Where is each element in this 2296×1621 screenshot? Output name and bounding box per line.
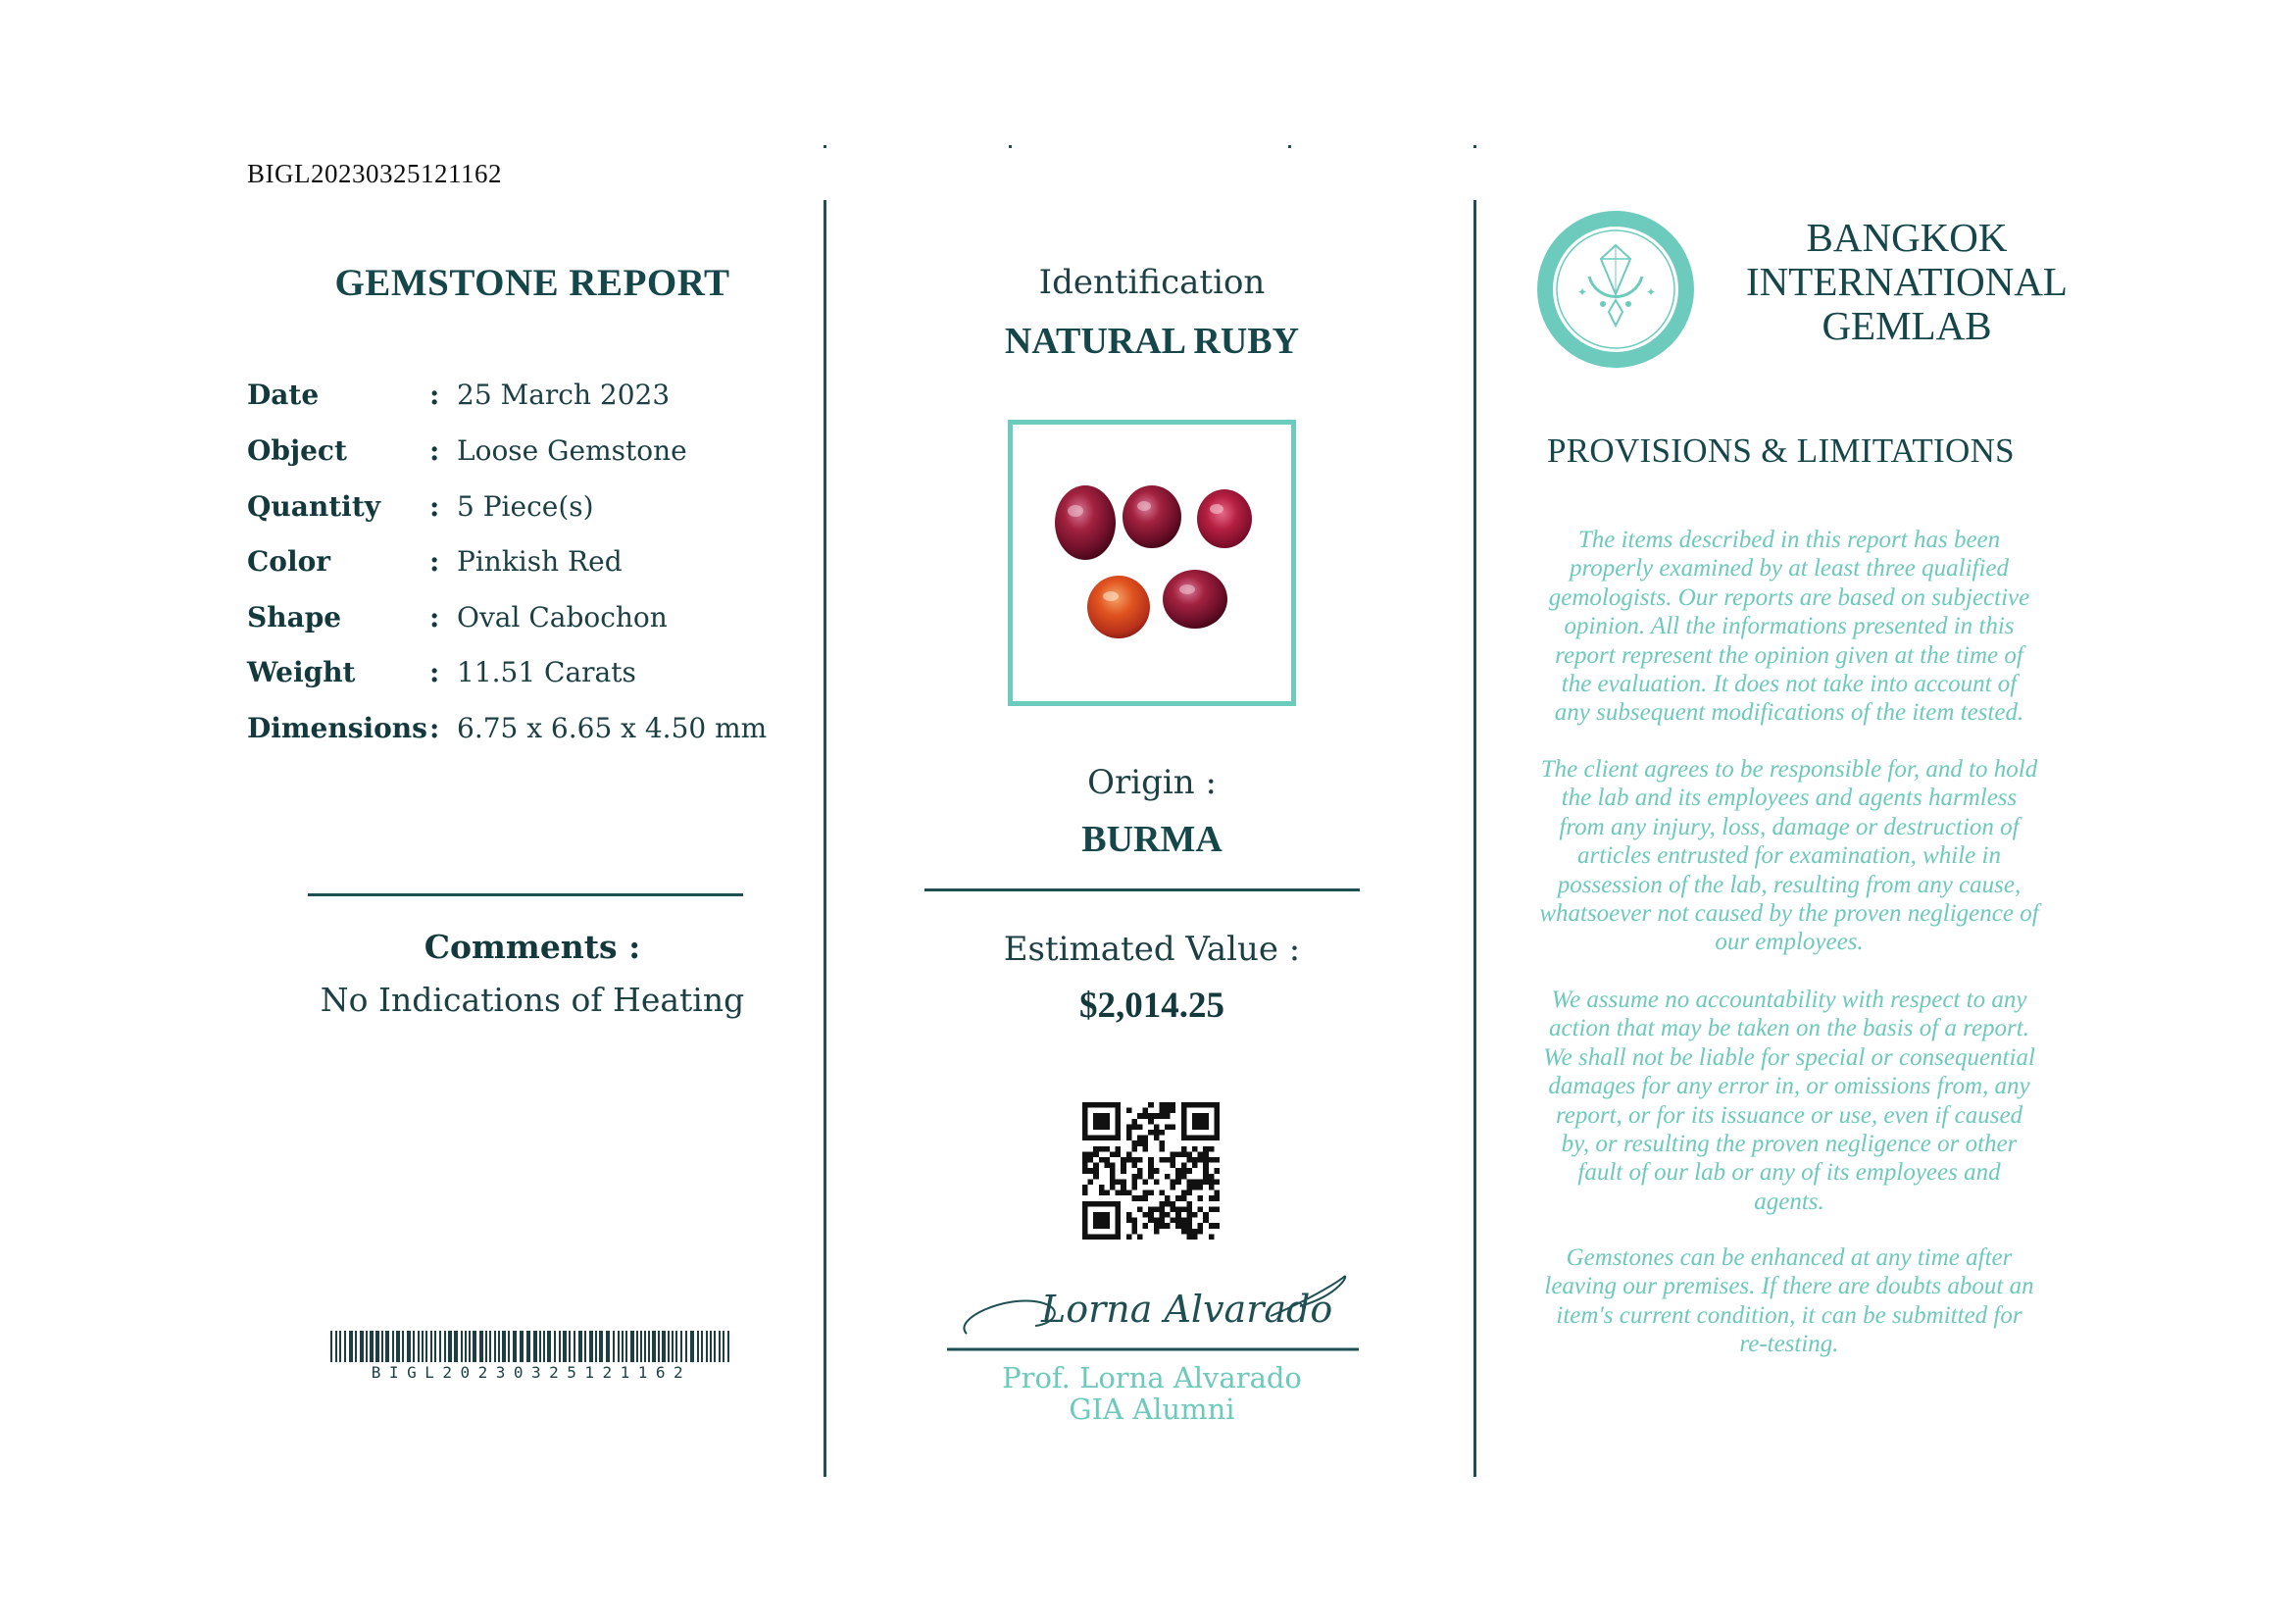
provisions-line: from any injury, loss, damage or destruction of (1559, 813, 2020, 840)
lab-name-line3: GEMLAB (1822, 303, 1992, 348)
column-divider-right (1473, 200, 1476, 1477)
provisions-line: possession of the lab, resulting from any cause, (1557, 871, 2021, 898)
signatory-name: Prof. Lorna Alvarado (1002, 1361, 1302, 1394)
barcode-image (330, 1331, 732, 1362)
signatory-title: GIA Alumni (1069, 1393, 1235, 1426)
report-title: GEMSTONE REPORT (334, 262, 730, 304)
field-separator: : (429, 656, 440, 688)
field-separator: : (429, 379, 440, 411)
signature-image (947, 1265, 1359, 1353)
provisions-line: the evaluation. It does not take into account of (1561, 671, 2018, 698)
field-row-object (247, 434, 796, 474)
tick-mark (1473, 145, 1476, 148)
estimated-value-amount: $2,014.25 (1079, 986, 1224, 1026)
field-value: 25 March 2023 (457, 379, 671, 411)
divider-line (924, 888, 1360, 891)
field-value: 6.75 x 6.65 x 4.50 mm (457, 712, 768, 744)
field-value: 11.51 Carats (457, 656, 636, 688)
provisions-paragraph (1520, 1243, 2059, 1359)
field-value: Pinkish Red (457, 545, 623, 578)
field-row-date (247, 379, 796, 418)
field-row-weight (247, 656, 796, 695)
field-label: Color (247, 545, 331, 578)
provisions-line: properly examined by at least three qualified (1569, 555, 2010, 583)
field-value: Loose Gemstone (457, 434, 687, 467)
provisions-line: whatsoever not caused by the proven negligence of (1539, 900, 2039, 928)
provisions-line: agents. (1754, 1188, 1824, 1215)
provisions-line: by, or resulting the proven negligence or other (1561, 1131, 2018, 1158)
provisions-line: We assume no accountability with respect to any (1551, 987, 2027, 1013)
identification-label: Identification (1038, 263, 1266, 302)
tick-mark (1009, 145, 1012, 148)
provisions-line: We shall not be liable for special or consequential (1543, 1043, 2035, 1071)
provisions-line: action that may be taken on the basis of a report. (1549, 1015, 2029, 1042)
origin-value: BURMA (1081, 819, 1223, 860)
provisions-line: report, or for its issuance or use, even if caused (1555, 1101, 2023, 1129)
comments-text: No Indications of Heating (320, 981, 745, 1019)
comments-heading: Comments : (424, 928, 641, 966)
provisions-line: damages for any error in, or omissions from, any (1548, 1073, 2030, 1100)
field-separator: : (429, 545, 440, 578)
field-value: Oval Cabochon (457, 601, 668, 633)
qr-code[interactable] (1082, 1102, 1220, 1240)
field-value: 5 Piece(s) (457, 490, 594, 523)
provisions-line: the lab and its employees and agents harmless (1561, 785, 2018, 812)
provisions-paragraph (1520, 526, 2059, 728)
provisions-title: PROVISIONS & LIMITATIONS (1547, 431, 2015, 470)
provisions-line: re-testing. (1739, 1331, 1839, 1358)
tick-mark (1288, 145, 1291, 148)
field-row-color (247, 545, 796, 584)
lab-name-line2: INTERNATIONAL (1746, 259, 2068, 304)
svg-text:✦: ✦ (1646, 285, 1657, 299)
provisions-line: leaving our premises. If there are doubts about an (1544, 1273, 2034, 1300)
provisions-line: any subsequent modifications of the item tested. (1554, 699, 2024, 727)
provisions-paragraph (1520, 755, 2059, 957)
lab-name-line1: BANGKOK (1806, 215, 2008, 260)
estimated-value-label: Estimated Value : (1003, 930, 1301, 969)
lab-name (1735, 216, 2078, 348)
provisions-line: articles entrusted for examination, while in (1577, 842, 2001, 870)
field-separator: : (429, 434, 440, 467)
origin-label: Origin : (1087, 763, 1217, 802)
provisions-line: Gemstones can be enhanced at any time after (1566, 1244, 2013, 1271)
field-separator: : (429, 712, 440, 744)
field-separator: : (429, 601, 440, 633)
field-label: Weight (247, 656, 356, 688)
svg-text:✦: ✦ (1577, 285, 1588, 299)
divider-line (308, 893, 743, 896)
provisions-line: report represent the opinion given at the time of (1555, 641, 2023, 669)
identification-value: NATURAL RUBY (1004, 321, 1300, 362)
provisions-line: fault of our lab or any of its employees and (1577, 1159, 2001, 1187)
field-label: Object (247, 434, 347, 467)
field-separator: : (429, 490, 440, 523)
tick-mark (824, 145, 826, 148)
provisions-line: opinion. All the informations presented in this (1564, 613, 2015, 640)
field-row-quantity (247, 490, 796, 530)
field-label: Date (247, 379, 320, 411)
provisions-paragraph (1520, 986, 2059, 1216)
field-label: Dimensions (247, 712, 427, 744)
report-number: BIGL20230325121162 (247, 159, 502, 188)
provisions-line: The items described in this report has been (1577, 527, 2001, 553)
barcode-number: BIGL20230325121162 (371, 1363, 692, 1382)
gemstone-photo (1008, 420, 1296, 706)
column-divider-left (824, 200, 826, 1477)
field-label: Shape (247, 601, 342, 633)
svg-text:Lorna Alvarado: Lorna Alvarado (1041, 1288, 1333, 1331)
provisions-line: gemologists. Our reports are based on subjective (1548, 583, 2030, 611)
provisions-line: item's current condition, it can be submitted for (1556, 1301, 2022, 1329)
field-label: Quantity (247, 490, 381, 523)
lab-seal-logo (1532, 206, 1699, 373)
ruby-stones-image (1013, 425, 1291, 701)
field-row-dimensions (247, 712, 796, 751)
provisions-line: our employees. (1715, 929, 1864, 956)
provisions-line: The client agrees to be responsible for, and to hold (1540, 756, 2038, 783)
field-row-shape (247, 601, 796, 640)
